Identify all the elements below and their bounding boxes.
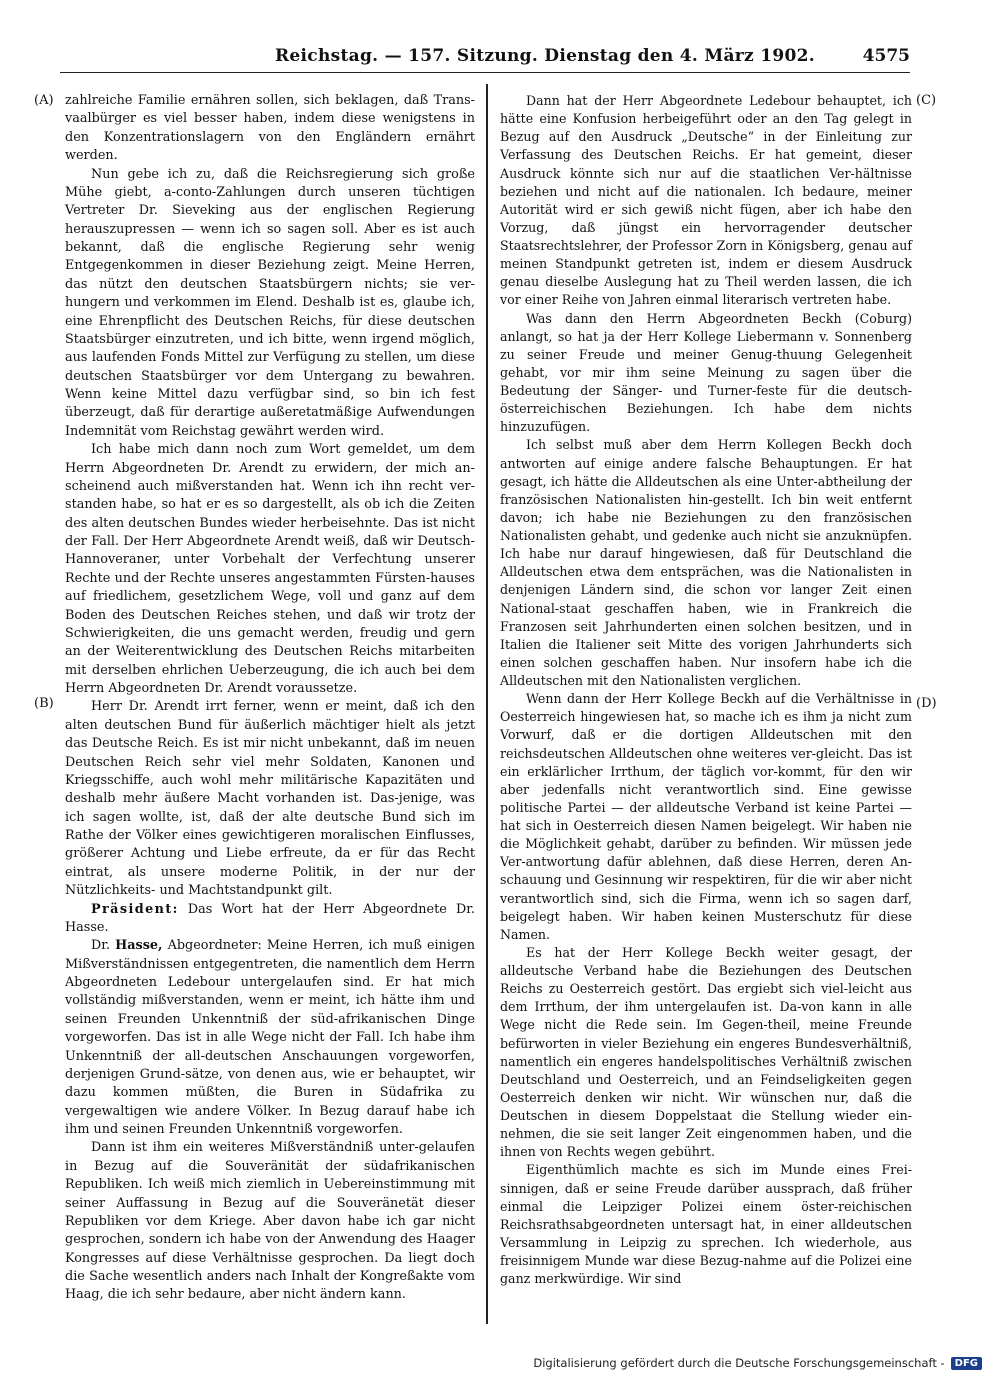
dfg-logo: DFG [951, 1357, 982, 1370]
right-paragraph-5: Es hat der Herr Kollege Beckh weiter gesagt, der alldeutsche Verband habe die Beziehungen des Deutschen Reichs zu Oesterreich gestört. Das ergiebt sich viel-leicht aus dem Irrthum, der ihm untergelaufen ist. Da-von kann in alle Wege nicht die Rede sein. Im Gegen-theil, meine Freunde befürworten in vieler Beziehung ein engeres Bundesverhältniß, namentlich ein engeres handelspolitisches Verhältniß zwischen Deutschland und Oesterreich, und an Feindseligkeiten gegen Oesterreich denken wir nicht. Wir wünschen nur, daß die Deutschen in diesem Doppelstaat die Stellung wieder ein-nehmen, die sie seit langer Zeit eingenommen haben, und die ihnen von Rechts wegen gebührt. [500, 944, 912, 1160]
running-header [60, 44, 910, 73]
right-paragraph-1: Dann hat der Herr Abgeordnete Ledebour behauptet, ich hätte eine Konfusion herbeigeführt oder an den Tag gelegt in Bezug auf den Ausdruck „Deutsche“ in der Einleitung zur Verfassung des Deutschen Reichs. Er hat gemeint, dieser Ausdruck könnte sich nur auf die staatlichen Ver-hältnisse beziehen und nicht auf die nationalen. Ich bedaure, meiner Autorität wird er sich gewiß nicht fügen, aber ich habe den Vorzug, daß jüngst ein hervorragender deutscher Staatsrechtslehrer, der Professor Zorn in Königsberg, genau auf meinen Standpunkt getreten ist, indem er diesem Ausdruck genau dieselbe Auslegung hat zu Theil werden lassen, die ich vor einer Reihe von Jahren einmal literarisch vertreten habe. [500, 93, 912, 308]
margin-marker-c: (C) [916, 93, 937, 108]
footer-credit: Digitalisierung gefördert durch die Deutsche Forschungsgemeinschaft - [533, 1356, 945, 1370]
margin-marker-b: (B) [34, 696, 54, 711]
right-column [500, 92, 912, 1288]
header-title: Reichstag. — 157. Sitzung. Dienstag den 4. März 1902. [275, 46, 815, 66]
left-paragraph-7: Dann ist ihm ein weiteres Mißverständniß unter-gelaufen in Bezug auf die Souveränität der südafrikanischen Republiken. Ich weiß mich ziemlich in Uebereinstimmung mit seiner Auffassung in Bezug auf die Souveränetät dieser Republiken vor dem Kriege. Aber davon habe ich gar nicht gesprochen, sondern ich habe von der Anwendung des Haager Kongresses auf diese Verhältnisse gesprochen. Da liegt doch die Sache wesentlich anders nach Inhalt der Kongreßakte vom Haag, die ich sehr bedaure, aber nicht ändern kann. [65, 1140, 475, 1303]
digitization-footer [533, 1356, 982, 1370]
right-paragraph-2: Was dann den Herrn Abgeordneten Beckh (Coburg) anlangt, so hat ja der Herr Kollege Liebermann v. Sonnenberg zu seiner Freude und meiner Genug-thuung Gelegenheit gehabt, vor mir ihm seine Meinung zu sagen über die Bedeutung der Sänger- und Turner-feste für die deutsch-österreichischen Beziehungen. Ich habe dem nichts hinzuzufügen. [500, 310, 912, 435]
left-paragraph-5 [65, 901, 475, 938]
speaker-prefix: Dr. [91, 938, 111, 954]
right-paragraph-6: Eigenthümlich machte es sich im Munde eines Frei-sinnigen, daß er seine Freude darüber aussprach, daß früher einmal die Leipziger Polizei einem öster-reichischen Reichsrathsabgeordneten untersagt hat, in einer alldeutschen Versammlung in Leipzig zu sprechen. Ich wiederhole, aus freisinnigem Munde war diese Bezug-nahme auf die Polizei eine ganz merkwürdige. Wir sind [500, 1162, 912, 1287]
speaker-president: Präsident: [91, 901, 179, 917]
left-paragraph-1: zahlreiche Familie ernähren sollen, sich beklagen, daß Trans-vaalbürger es viel besser haben, indem diese wenigstens in den Konzentrationslagern von den Engländern ernährt werden. [65, 93, 475, 164]
page-number: 4575 [862, 46, 910, 66]
left-paragraph-6 [65, 937, 475, 1139]
hasse-statement: Abgeordneter: Meine Herren, ich muß einigen Mißverständnissen entgegentreten, die namentlich dem Herrn Abgeordneten Ledebour untergelaufen sind. Er hat mich vollständig mißverstanden, wenn er meint, ich hätte ihm und seinen Freunden Unkenntniß der süd-afrikanischen Dinge vorgeworfen. Das ist in alle Wege nicht der Fall. Ich habe ihm Unkenntniß der all-deutschen Anschauungen vorgeworfen, derjenigen Grund-sätze, von denen aus, wie er behauptet, wir dazu kommen müßten, die Buren in Südafrika zu vergewaltigen wie andere Völker. In Bezug darauf habe ich ihm und seinen Freunden Unkenntniß vorgeworfen. [65, 938, 475, 1137]
margin-marker-a: (A) [34, 93, 54, 108]
margin-marker-d: (D) [916, 696, 937, 711]
left-paragraph-4: Herr Dr. Arendt irrt ferner, wenn er meint, daß ich den alten deutschen Bund für äußerlich mächtiger hielt als jetzt das Deutsche Reich. Es ist mir nicht unbekannt, daß im neuen Deutschen Reich sehr viel mehr Soldaten, Kanonen und Kriegsschiffe, auch wohl mehr militärische Kapazitäten und deshalb mehr äußere Macht vorhanden ist. Das-jenige, was ich sagen wollte, ist, daß der alte deutsche Bund sich im Rathe der Völker eines gewichtigeren moralischen Einflusses, größerer Achtung und Liebe erfreute, da er für das Recht eintrat, als unsere moderne Politik, in der nur der Nützlichkeits- und Machtstandpunkt gilt. [65, 699, 475, 899]
speaker-hasse: Hasse, [115, 938, 163, 954]
right-paragraph-3: Ich selbst muß aber dem Herrn Kollegen Beckh doch antworten auf einige andere falsche Behauptungen. Er hat gesagt, ich hätte die Alldeutschen als eine Unter-abtheilung der französischen Nationalisten hin-gestellt. Ich bin weit entfernt davon; ich habe nie Beziehungen zu den französischen Nationalisten gehabt, und gedenke auch nicht sie anzuknüpfen. Ich habe nur darauf hingewiesen, daß für Deutschland die Alldeutschen etwa dem entsprächen, was die Nationalisten in denjenigen Ländern sind, die schon vor langer Zeit einen National-staat geschaffen haben, wie in Frankreich die Franzosen seit Jahrhunderten einen solchen besitzen, und in Italien die Italiener seit Mitte des vorigen Jahrhunderts sich einen solchen geschaffen haben. Nur insofern habe ich die Alldeutschen mit den Nationalisten verglichen. [500, 437, 912, 688]
left-paragraph-3: Ich habe mich dann noch zum Wort gemeldet, um dem Herrn Abgeordneten Dr. Arendt zu erwidern, der mich an-scheinend auch mißverstanden hat. Wenn ich ihn recht ver-standen habe, so hat er es so dargestellt, als ob ich die Zeiten des alten deutschen Bundes wieder herbeisehnte. Das ist nicht der Fall. Der Herr Abgeordnete Arendt weiß, daß wir Deutsch-Hannoveraner, unter Vorbehalt der Verfechtung unserer Rechte und der Rechte unseres angestammten Fürsten-hauses auf friedlichem, gesetzlichem Wege, voll und ganz auf dem Boden des Deutschen Reiches stehen, und daß wir trotz der Schwierigkeiten, die uns gemacht werden, freudig und gern an der Weiterentwicklung des Deutschen Reichs mitarbeiten mit derselben ehrlichen Ueberzeugung, die ich auch bei dem Herrn Abgeordneten Dr. Arendt voraussetze. [65, 442, 475, 696]
left-paragraph-2: Nun gebe ich zu, daß die Reichsregierung sich große Mühe giebt, a-conto-Zahlungen durch unseren tüchtigen Vertreter Dr. Sieveking aus der englischen Regierung herauszupressen — wenn ich so sagen soll. Aber es ist auch bekannt, daß die englische Regierung sehr wenig Entgegenkommen in dieser Beziehung zeigt. Meine Herren, das nützt den deutschen Staatsbürgern nichts; sie ver-hungern und verkommen im Elend. Deshalb ist es, glaube ich, eine Ehrenpflicht des Deutschen Reichs, für diese deutschen Staatsbürger einzutreten, und ich bitte, wenn irgend möglich, aus laufenden Fonds Mittel zur Verfügung zu stellen, um diese deutschen Staatsbürger vor dem Untergang zu bewahren. Wenn keine Mittel dazu verfügbar sind, so bin ich fest überzeugt, daß für derartige außeretatmäßige Aufwendungen Indemnität vom Reichstag gewährt werden wird. [65, 166, 475, 439]
right-paragraph-4: Wenn dann der Herr Kollege Beckh auf die Verhältnisse in Oesterreich hingewiesen hat, so mache ich es ihm ja nicht zum Vorwurf, daß er die dortigen Alldeutschen mit den reichsdeutschen Alldeutschen ohne weiteres ver-gleicht. Das ist ein erklärlicher Irrthum, der täglich vor-kommt, für den wir aber jedenfalls nicht verantwortlich sind. Eine gewisse politische Partei — der alldeutsche Verband ist keine Partei — hat sich in Oesterreich diesen Namen beigelegt. Wir haben nie die Möglichkeit gehabt, darüber zu befinden. Wir müssen jede Ver-antwortung dafür ablehnen, daß diese Herren, deren An-schauung und Gesinnung wir respektiren, für die wir aber nicht verantwortlich sind, sich die Firma, wenn ich so sagen darf, beigelegt haben. Wir haben keinen Musterschutz für diese Namen. [500, 691, 912, 942]
president-statement: Das Wort hat der Herr Abgeordnete Dr. Hasse. [65, 901, 475, 935]
left-column [65, 92, 475, 1305]
column-divider [486, 84, 488, 1324]
